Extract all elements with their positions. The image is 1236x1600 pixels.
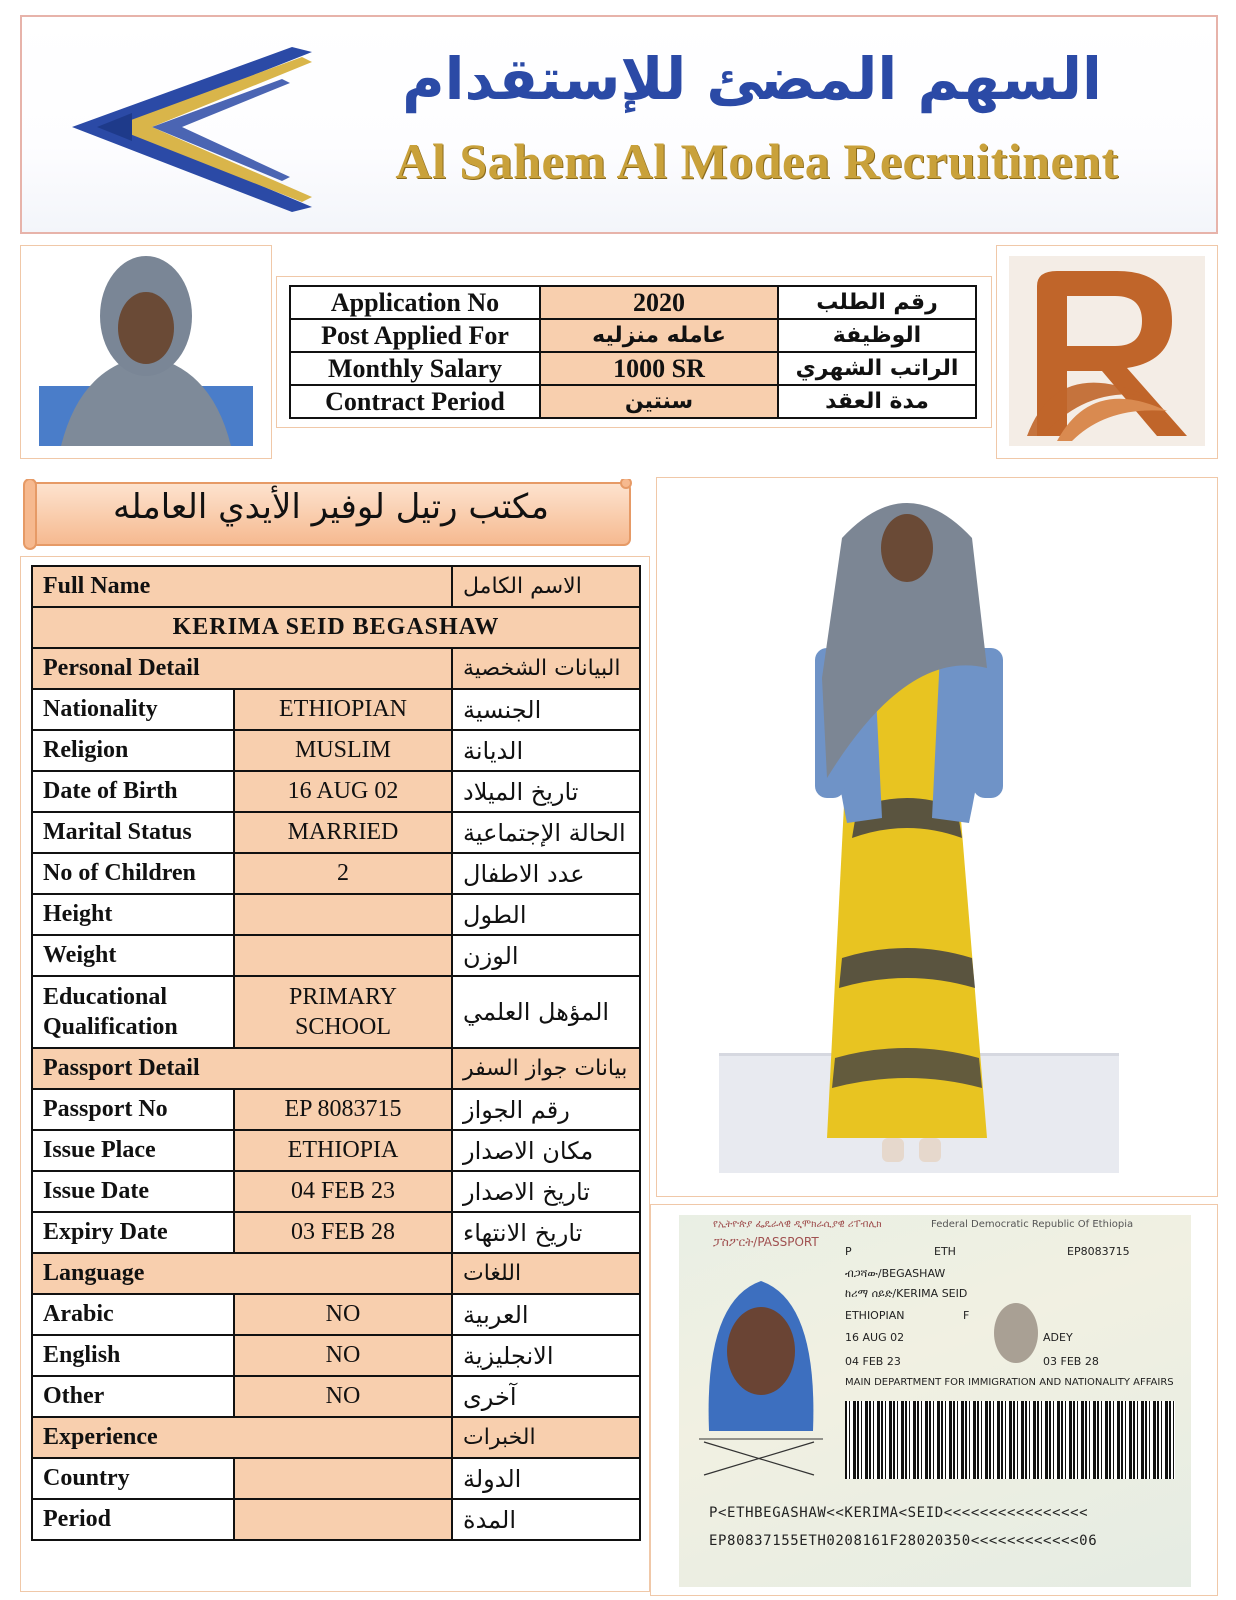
company-name-english: Al Sahem Al Modea Recruitinent bbox=[395, 133, 1119, 189]
full-name-arabic: الاسم الكامل bbox=[452, 566, 640, 607]
date-of-birth-arabic: تاريخ الميلاد bbox=[452, 771, 640, 812]
table-row bbox=[32, 935, 640, 976]
table-row bbox=[32, 1089, 640, 1130]
nationality-label: Nationality bbox=[32, 689, 234, 730]
passport-mrz-line-1: P<ETHBEGASHAW<<KERIMA<SEID<<<<<<<<<<<<<<<< bbox=[709, 1505, 1089, 1521]
monthly-salary-arabic: الراتب الشهري bbox=[778, 352, 976, 385]
period-value bbox=[234, 1499, 452, 1540]
table-row bbox=[290, 385, 976, 418]
height-label: Height bbox=[32, 894, 234, 935]
table-row bbox=[290, 286, 976, 319]
table-row bbox=[32, 1335, 640, 1376]
personal-detail-header: Personal Detail bbox=[32, 648, 452, 689]
passport-number: EP8083715 bbox=[1067, 1245, 1130, 1258]
passport-header-english: Federal Democratic Republic Of Ethiopia bbox=[931, 1219, 1134, 1230]
passport-photo bbox=[699, 1261, 823, 1431]
education-label-line-1: Educational bbox=[43, 984, 168, 1010]
weight-label: Weight bbox=[32, 935, 234, 976]
english-language-arabic: الانجليزية bbox=[452, 1335, 640, 1376]
table-row bbox=[32, 689, 640, 730]
issue-date-value: 04 FEB 23 bbox=[234, 1171, 452, 1212]
expiry-date-arabic: تاريخ الانتهاء bbox=[452, 1212, 640, 1253]
company-header bbox=[20, 15, 1218, 234]
full-name-value: KERIMA SEID BEGASHAW bbox=[32, 607, 640, 648]
education-label bbox=[32, 976, 234, 1048]
post-applied-label: Post Applied For bbox=[290, 319, 540, 352]
passport-no-value: EP 8083715 bbox=[234, 1089, 452, 1130]
issue-place-arabic: مكان الاصدار bbox=[452, 1130, 640, 1171]
other-language-value: NO bbox=[234, 1376, 452, 1417]
weight-value bbox=[234, 935, 452, 976]
chevron-logo-icon bbox=[42, 27, 332, 227]
issue-place-label: Issue Place bbox=[32, 1130, 234, 1171]
table-row bbox=[32, 607, 640, 648]
passport-type: P bbox=[845, 1245, 852, 1258]
passport-nationality: ETHIOPIAN bbox=[845, 1309, 905, 1322]
other-language-arabic: آخرى bbox=[452, 1376, 640, 1417]
table-row bbox=[32, 1499, 640, 1540]
children-arabic: عدد الاطفال bbox=[452, 853, 640, 894]
table-row bbox=[32, 1294, 640, 1335]
religion-arabic: الديانة bbox=[452, 730, 640, 771]
passport-detail-arabic: بيانات جواز السفر bbox=[452, 1048, 640, 1089]
applicant-photo bbox=[20, 245, 272, 459]
full-name-label: Full Name bbox=[32, 566, 452, 607]
experience-header: Experience bbox=[32, 1417, 452, 1458]
country-label: Country bbox=[32, 1458, 234, 1499]
nationality-value: ETHIOPIAN bbox=[234, 689, 452, 730]
monthly-salary-value: 1000 SR bbox=[540, 352, 778, 385]
personal-detail-arabic: البيانات الشخصية bbox=[452, 648, 640, 689]
table-row bbox=[32, 894, 640, 935]
passport-mrz-line-2: EP80837155ETH0208161F28020350<<<<<<<<<<<<06 bbox=[709, 1533, 1098, 1549]
applicant-details bbox=[20, 556, 650, 1592]
application-no-label: Application No bbox=[290, 286, 540, 319]
period-label: Period bbox=[32, 1499, 234, 1540]
table-row bbox=[32, 771, 640, 812]
education-value-line-1: PRIMARY bbox=[288, 984, 398, 1010]
religion-label: Religion bbox=[32, 730, 234, 771]
application-table bbox=[289, 285, 977, 419]
contract-period-arabic: مدة العقد bbox=[778, 385, 976, 418]
application-no-value: 2020 bbox=[540, 286, 778, 319]
application-no-arabic: رقم الطلب bbox=[778, 286, 976, 319]
passport-issue-date: 04 FEB 23 bbox=[845, 1355, 901, 1368]
religion-value: MUSLIM bbox=[234, 730, 452, 771]
table-row bbox=[32, 1376, 640, 1417]
passport-authority: MAIN DEPARTMENT FOR IMMIGRATION AND NATIONALITY AFFAIRS bbox=[845, 1377, 1174, 1388]
nationality-arabic: الجنسية bbox=[452, 689, 640, 730]
table-row bbox=[32, 1130, 640, 1171]
r-logo-icon bbox=[997, 246, 1217, 458]
experience-arabic: الخبرات bbox=[452, 1417, 640, 1458]
expiry-date-value: 03 FEB 28 bbox=[234, 1212, 452, 1253]
passport-no-arabic: رقم الجواز bbox=[452, 1089, 640, 1130]
post-applied-value: عامله منزليه bbox=[540, 319, 778, 352]
passport-detail-header: Passport Detail bbox=[32, 1048, 452, 1089]
passport-image bbox=[679, 1215, 1191, 1587]
children-label: No of Children bbox=[32, 853, 234, 894]
contract-period-value: سنتين bbox=[540, 385, 778, 418]
table-row bbox=[32, 1253, 640, 1294]
table-row bbox=[32, 566, 640, 607]
table-row bbox=[32, 648, 640, 689]
application-summary bbox=[276, 276, 992, 428]
language-arabic: اللغات bbox=[452, 1253, 640, 1294]
height-arabic: الطول bbox=[452, 894, 640, 935]
marital-status-label: Marital Status bbox=[32, 812, 234, 853]
issue-date-arabic: تاريخ الاصدار bbox=[452, 1171, 640, 1212]
office-banner-text: مكتب رتيل لوفير الأيدي العامله bbox=[113, 487, 549, 527]
date-of-birth-value: 16 AUG 02 bbox=[234, 771, 452, 812]
passport-header-amharic: የኢትዮጵያ ፌዴራላዊ ዲሞክራሲያዊ ሪፐብሊክ bbox=[713, 1219, 882, 1230]
education-value bbox=[234, 976, 452, 1048]
height-value bbox=[234, 894, 452, 935]
table-row bbox=[32, 1458, 640, 1499]
marital-status-arabic: الحالة الإجتماعية bbox=[452, 812, 640, 853]
passport-dob: 16 AUG 02 bbox=[845, 1331, 905, 1344]
education-label-line-2: Qualification bbox=[43, 1014, 178, 1040]
table-row bbox=[32, 976, 640, 1048]
monthly-salary-label: Monthly Salary bbox=[290, 352, 540, 385]
marital-status-value: MARRIED bbox=[234, 812, 452, 853]
passport-given-name: ከሪማ ሰይድ/KERIMA SEID bbox=[845, 1287, 968, 1300]
date-of-birth-label: Date of Birth bbox=[32, 771, 234, 812]
education-arabic: المؤهل العلمي bbox=[452, 976, 640, 1048]
table-row bbox=[32, 1417, 640, 1458]
english-language-value: NO bbox=[234, 1335, 452, 1376]
passport-barcode bbox=[845, 1401, 1175, 1479]
education-value-line-2: SCHOOL bbox=[294, 1014, 391, 1040]
arabic-language-label: Arabic bbox=[32, 1294, 234, 1335]
weight-arabic: الوزن bbox=[452, 935, 640, 976]
passport-ghost-photo bbox=[987, 1297, 1045, 1369]
passport-surname: ብጋሻው/BEGASHAW bbox=[845, 1267, 946, 1280]
passport-label: ፓስፖርት/PASSPORT bbox=[713, 1235, 819, 1249]
children-value: 2 bbox=[234, 853, 452, 894]
signature-mark bbox=[699, 1437, 823, 1477]
period-arabic: المدة bbox=[452, 1499, 640, 1540]
issue-date-label: Issue Date bbox=[32, 1171, 234, 1212]
passport-sex: F bbox=[963, 1309, 970, 1322]
expiry-date-label: Expiry Date bbox=[32, 1212, 234, 1253]
table-row bbox=[290, 319, 976, 352]
country-value bbox=[234, 1458, 452, 1499]
english-language-label: English bbox=[32, 1335, 234, 1376]
table-row bbox=[290, 352, 976, 385]
details-table bbox=[31, 565, 641, 1541]
passport-expiry-date: 03 FEB 28 bbox=[1043, 1355, 1099, 1368]
table-row bbox=[32, 730, 640, 771]
table-row bbox=[32, 1212, 640, 1253]
issue-place-value: ETHIOPIA bbox=[234, 1130, 452, 1171]
passport-country-code: ETH bbox=[934, 1245, 956, 1258]
agency-logo bbox=[996, 245, 1218, 459]
arabic-language-value: NO bbox=[234, 1294, 452, 1335]
country-arabic: الدولة bbox=[452, 1458, 640, 1499]
company-name-arabic: السهم المضئ للإستقدام bbox=[402, 45, 1102, 113]
passport-place-of-birth: ADEY bbox=[1043, 1331, 1073, 1344]
language-header: Language bbox=[32, 1253, 452, 1294]
table-row bbox=[32, 853, 640, 894]
post-applied-arabic: الوظيفة bbox=[778, 319, 976, 352]
passport-no-label: Passport No bbox=[32, 1089, 234, 1130]
contract-period-label: Contract Period bbox=[290, 385, 540, 418]
full-body-photo bbox=[656, 477, 1218, 1197]
table-row bbox=[32, 1048, 640, 1089]
arabic-language-arabic: العربية bbox=[452, 1294, 640, 1335]
office-banner bbox=[22, 479, 640, 551]
other-language-label: Other bbox=[32, 1376, 234, 1417]
table-row bbox=[32, 812, 640, 853]
table-row bbox=[32, 1171, 640, 1212]
passport-scan bbox=[650, 1204, 1218, 1596]
